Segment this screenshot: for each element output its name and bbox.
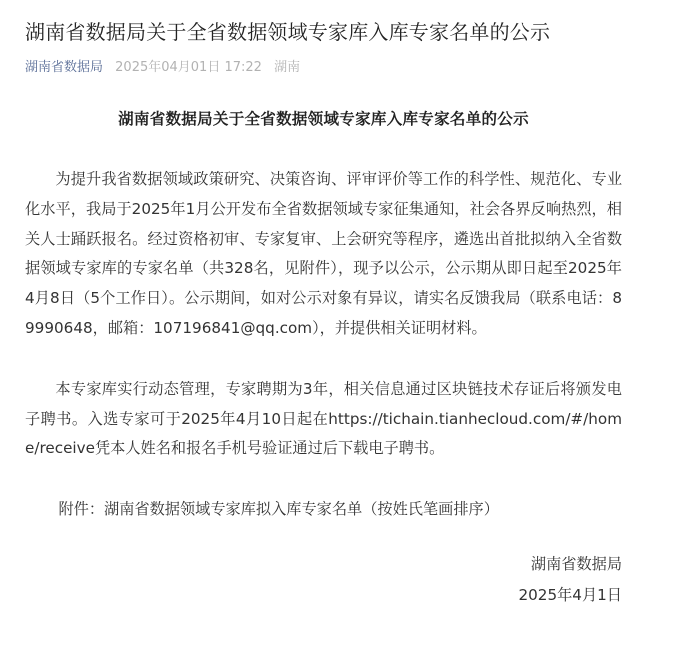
publish-location: 湖南 [274, 60, 301, 75]
paragraph-certificate: 本专家库实行动态管理，专家聘期为3年，相关信息通过区块链技术存证后将颁发电子聘书。入选专家可于2025年4月10日起在https://tichain.tianhecloud.com/#/home/receive凭本人姓名和报名手机号验证通过后下载电子聘书。 [25, 379, 622, 458]
paragraph-intro: 为提升我省数据领域政策研究、决策咨询、评审评价等工作的科学性、规范化、专业化水平，我局于2025年1月公开发布全省数据领域专家征集通知，社会各界反响热烈，相关人士踊跃报名。经过资格初审、专家复审、上会研究等程序，遴选出首批拟纳入全省数据领域专家库的专家名单（共328名，见附件），现予以公示，公示期从即日起至2025年4月8日（5个工作日）。公示期间，如对公示对象有异议，请实名反馈我局（联系电话：89990648，邮箱：107196841@qq.com），并提供相关证明材料。 [25, 170, 622, 337]
publish-time: 2025年04月01日 17:22 [115, 60, 262, 75]
attachment-line: 附件：湖南省数据领域专家库拟入库专家名单（按姓氏笔画排序） [58, 500, 499, 519]
signature-block [25, 549, 622, 611]
content-heading: 湖南省数据局关于全省数据领域专家库入库专家名单的公示 [118, 110, 529, 128]
article-meta [25, 59, 300, 77]
article-title: 湖南省数据局关于全省数据领域专家库入库专家名单的公示 [25, 20, 551, 44]
signature-date: 2025年4月1日 [518, 585, 622, 604]
author-link[interactable]: 湖南省数据局 [25, 60, 104, 75]
article-content [25, 105, 622, 611]
signature-organization: 湖南省数据局 [530, 554, 622, 573]
